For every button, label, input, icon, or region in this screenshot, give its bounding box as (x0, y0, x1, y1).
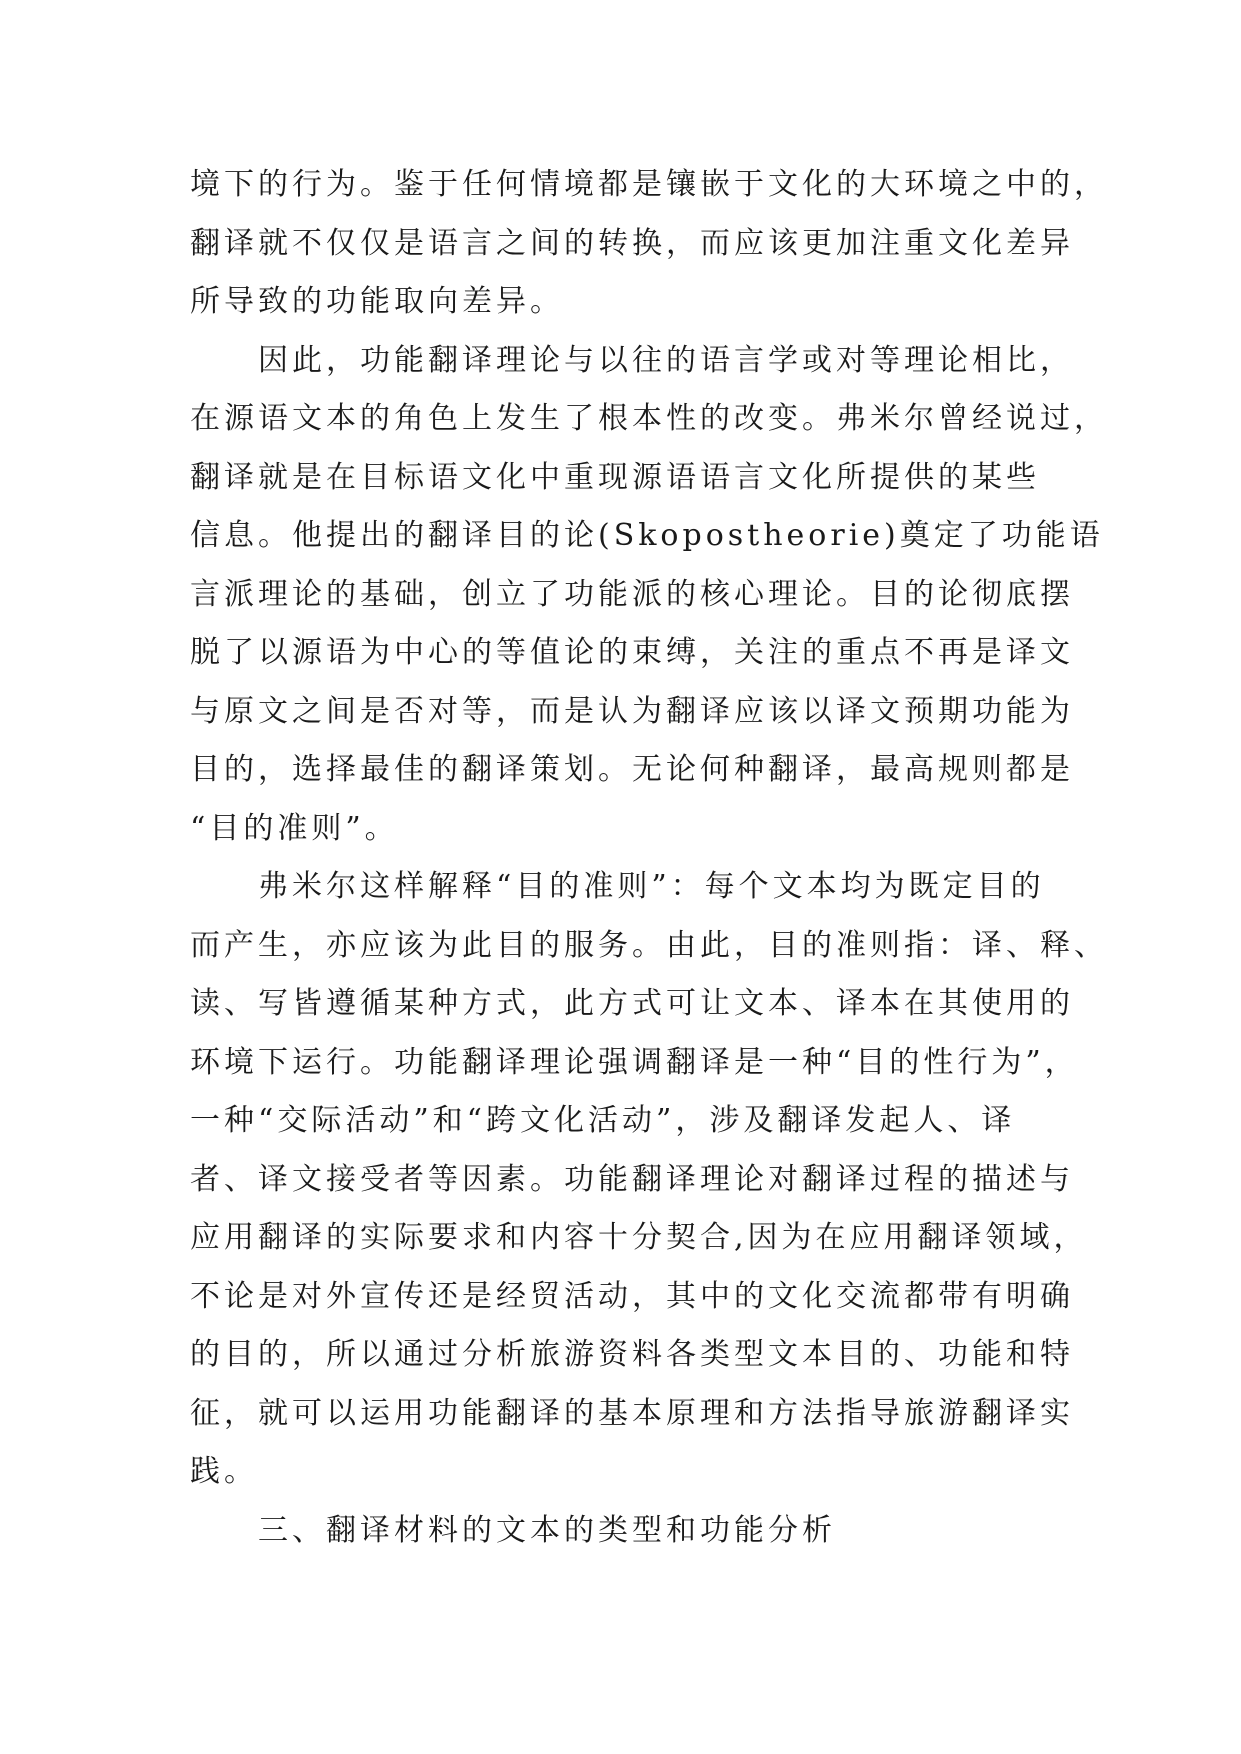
text-line: 脱了以源语为中心的等值论的束缚，关注的重点不再是译文 (190, 635, 1074, 670)
text-line: 而产生，亦应该为此目的服务。由此，目的准则指：译、释、 (190, 927, 1108, 963)
paragraph-start-line: 弗米尔这样解释“目的准则”：每个文本均为既定目的 (258, 869, 1045, 904)
text-line: 翻译就不仅仅是语言之间的转换，而应该更加注重文化差异 (190, 225, 1074, 261)
text-line: 与原文之间是否对等，而是认为翻译应该以译文预期功能为 (190, 693, 1074, 729)
text-line: 翻译就是在目标语文化中重现源语语言文化所提供的某些 (190, 459, 1040, 495)
text-line: 境下的行为。鉴于任何情境都是镶嵌于文化的大环境之中的， (190, 167, 1108, 202)
text-line: 一种“交际活动”和“跨文化活动”，涉及翻译发起人、译 (190, 1103, 1016, 1138)
text-line: 征，就可以运用功能翻译的基本原理和方法指导旅游翻译实 (190, 1395, 1074, 1431)
text-line: 目的，选择最佳的翻译策划。无论何种翻译，最高规则都是 (190, 752, 1074, 787)
body-text (190, 156, 1108, 1560)
text-line: 不论是对外宣传还是经贸活动，其中的文化交流都带有明确 (190, 1278, 1074, 1314)
paragraph-start-line: 因此，功能翻译理论与以往的语言学或对等理论相比， (258, 342, 1074, 378)
text-line: 环境下运行。功能翻译理论强调翻译是一种“目的性行为”， (190, 1044, 1079, 1080)
text-line: 者、译文接受者等因素。功能翻译理论对翻译过程的描述与 (190, 1161, 1074, 1197)
text-line: “目的准则”。 (190, 810, 399, 846)
text-line: 应用翻译的实际要求和内容十分契合,因为在应用翻译领域， (190, 1220, 1088, 1255)
section-heading: 三、翻译材料的文本的类型和功能分析 (258, 1512, 836, 1548)
text-line: 践。 (190, 1454, 258, 1489)
text-line: 的目的，所以通过分析旅游资料各类型文本目的、功能和特 (190, 1337, 1074, 1372)
text-line: 所导致的功能取向差异。 (190, 284, 564, 319)
text-line: 在源语文本的角色上发生了根本性的改变。弗米尔曾经说过， (190, 401, 1108, 436)
text-line: 言派理论的基础，创立了功能派的核心理论。目的论彻底摆 (190, 576, 1074, 612)
text-line: 信息。他提出的翻译目的论(Skopostheorie)奠定了功能语 (190, 518, 1104, 553)
text-line: 读、写皆遵循某种方式，此方式可让文本、译本在其使用的 (190, 986, 1074, 1021)
